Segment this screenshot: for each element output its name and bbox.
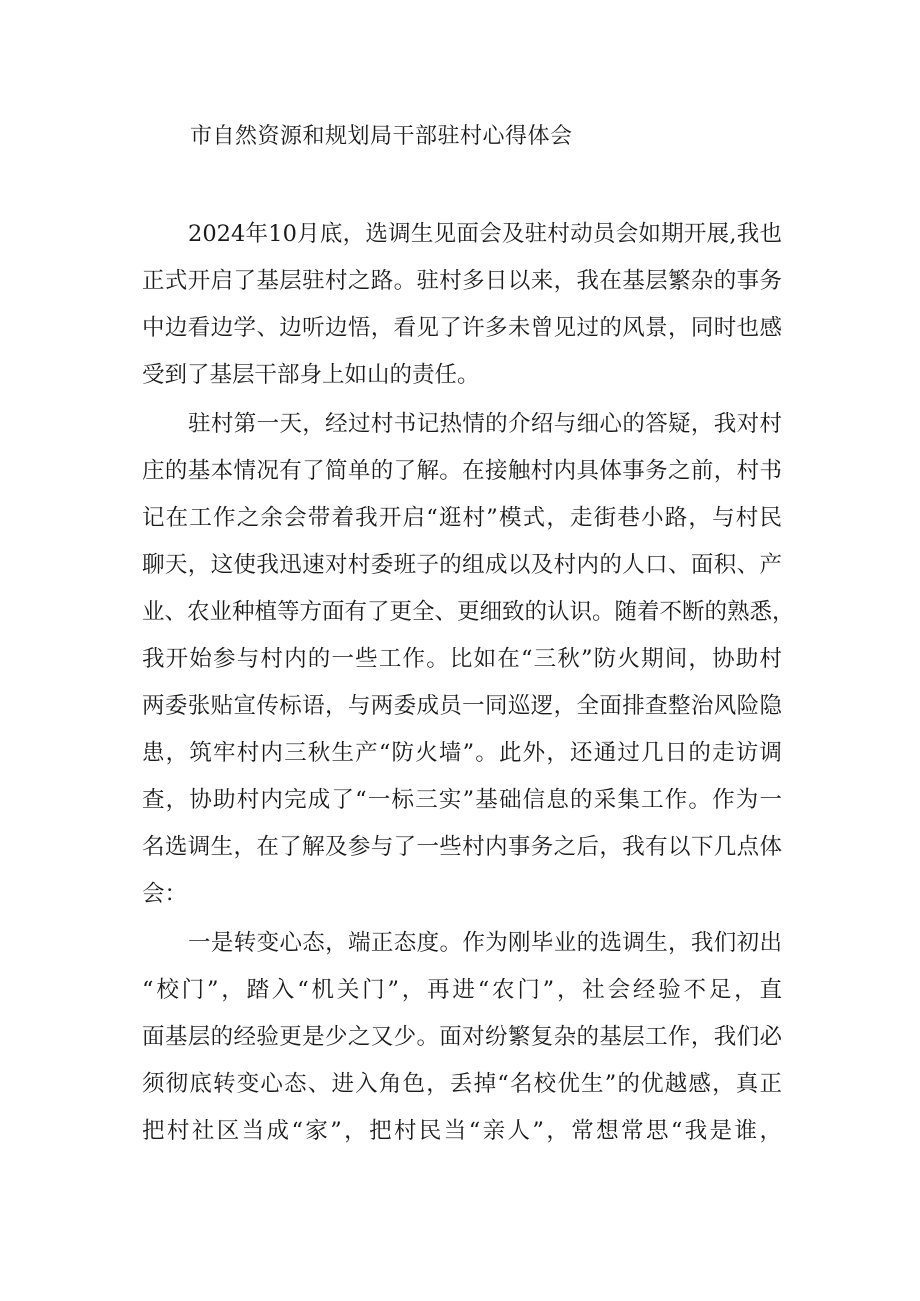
paragraph-line: 业、农业种植等方面有了更全、更细致的认识。随着不断的熟悉， bbox=[142, 599, 795, 625]
paragraph-line: 聊天，这使我迅速对村委班子的组成以及村内的人口、面积、产 bbox=[142, 552, 782, 578]
paragraph-line: 患，筑牢村内三秋生产“防火墙”。此外，还通过几日的走访调 bbox=[142, 740, 782, 766]
paragraph-line: 查，协助村内完成了“一标三实”基础信息的采集工作。作为一 bbox=[142, 787, 782, 813]
paragraph-line: 面基层的经验更是少之又少。面对纷繁复杂的基层工作，我们必 bbox=[142, 1024, 782, 1050]
paragraph-line: 驻村第一天，经过村书记热情的介绍与细心的答疑，我对村 bbox=[188, 411, 782, 437]
paragraph-line: 名选调生，在了解及参与了一些村内事务之后，我有以下几点体 bbox=[142, 834, 782, 860]
paragraph-line: 中边看边学、边听边悟，看见了许多未曾见过的风景，同时也感 bbox=[142, 315, 782, 341]
paragraph-line: 记在工作之余会带着我开启“逛村”模式，走街巷小路，与村民 bbox=[142, 505, 782, 531]
paragraph-line: 受到了基层干部身上如山的责任。 bbox=[142, 362, 480, 388]
paragraph-line: 2024年10月底，选调生见面会及驻村动员会如期开展,我也 bbox=[188, 221, 782, 247]
paragraph-line: “校门”，踏入“机关门”，再进“农门”，社会经验不足，直 bbox=[142, 977, 782, 1003]
paragraph-line: 庄的基本情况有了简单的了解。在接触村内具体事务之前，村书 bbox=[142, 458, 782, 484]
paragraph-line: 把村社区当成“家”，把村民当“亲人”，常想常思“我是谁， bbox=[142, 1118, 782, 1144]
paragraph-line: 一是转变心态，端正态度。作为刚毕业的选调生，我们初出 bbox=[188, 930, 782, 956]
document-title: 市自然资源和规划局干部驻村心得体会 bbox=[190, 124, 573, 149]
paragraph-line: 会： bbox=[142, 881, 188, 907]
paragraph-line: 正式开启了基层驻村之路。驻村多日以来，我在基层繁杂的事务 bbox=[142, 268, 782, 294]
paragraph-line: 我开始参与村内的一些工作。比如在“三秋”防火期间，协助村 bbox=[142, 646, 782, 672]
paragraph-line: 须彻底转变心态、进入角色，丢掉“名校优生”的优越感，真正 bbox=[142, 1071, 782, 1097]
paragraph-line: 两委张贴宣传标语，与两委成员一同巡逻，全面排查整治风险隐 bbox=[142, 693, 782, 719]
